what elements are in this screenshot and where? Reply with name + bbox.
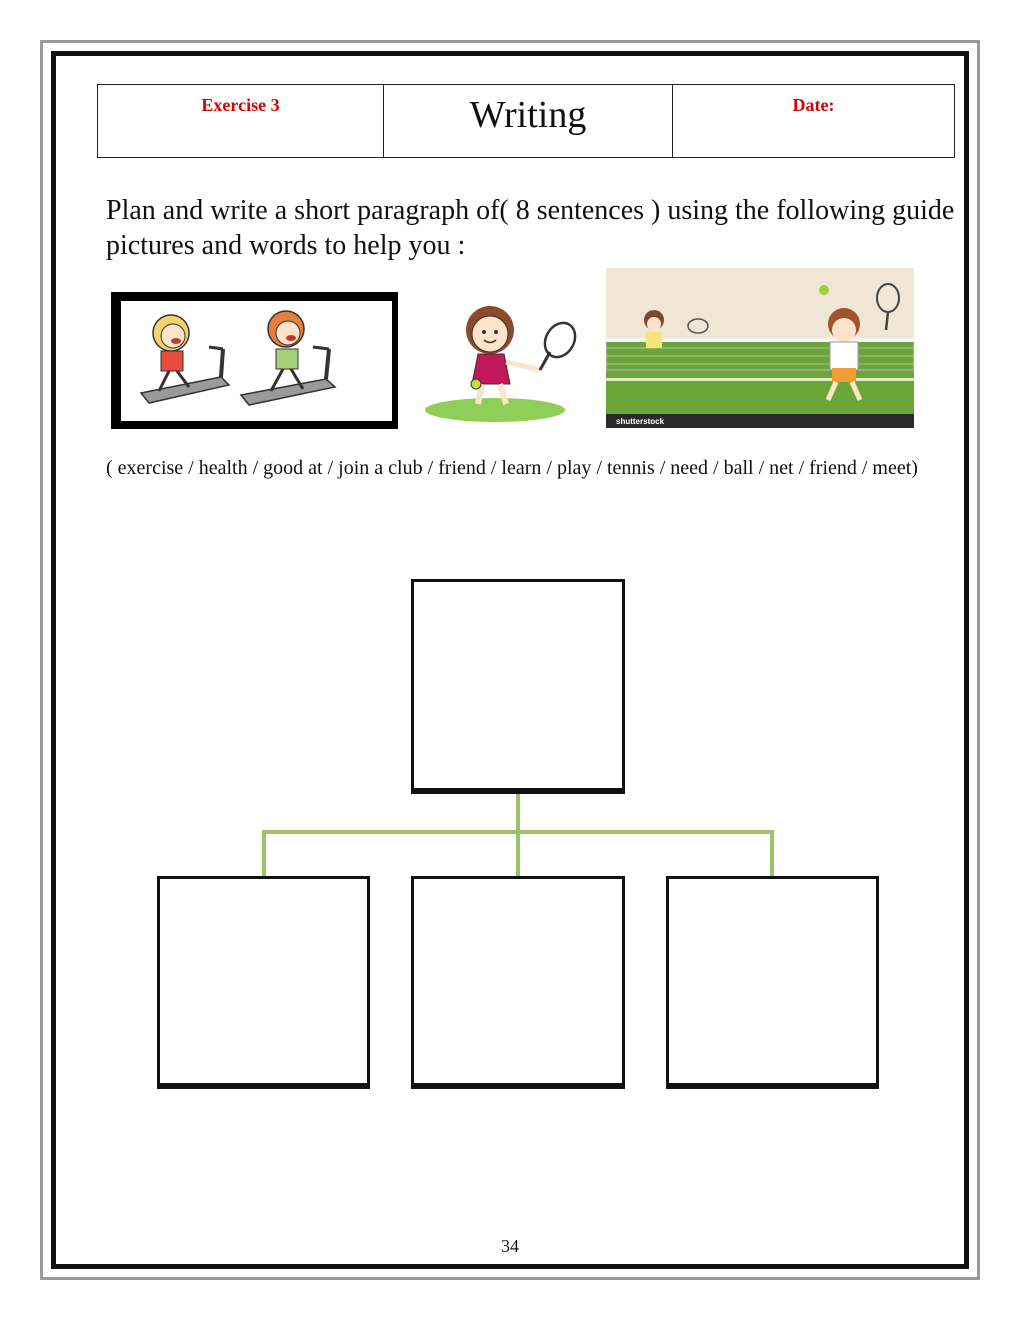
page-number: 34 [501,1236,519,1256]
instructions-text: Plan and write a short paragraph of( 8 sentences ) using the following guide pictures and words to help you : [106,195,955,261]
header-table [97,84,955,158]
exercise-cell [98,85,384,158]
tennis-girl-icon [400,292,603,429]
organizer-connector-left [262,830,266,876]
shutterstock-watermark: shutterstock [616,417,665,426]
word-list: ( exercise / health / good at / join a club / friend / learn / play / tennis / need / ball / net / friend / meet) [106,457,918,479]
date-label: Date: [792,95,835,115]
treadmill-icon [121,301,392,421]
girl-tennis-player-illustration [400,292,603,429]
organizer-bottom-box-left[interactable] [157,876,370,1086]
tennis-court-icon [606,268,914,428]
kids-tennis-court-illustration [606,268,914,428]
organizer-connector-horizontal [262,830,774,834]
organizer-connector-right [770,830,774,876]
date-cell [673,85,955,158]
title-cell [384,85,673,158]
page-title: Writing [469,94,587,136]
organizer-top-box[interactable] [411,579,625,791]
organizer-bottom-box-right[interactable] [666,876,879,1086]
exercise-label: Exercise 3 [201,95,280,115]
treadmill-girls-illustration [111,292,398,429]
organizer-connector-vertical [516,794,520,876]
organizer-bottom-box-middle[interactable] [411,876,625,1086]
